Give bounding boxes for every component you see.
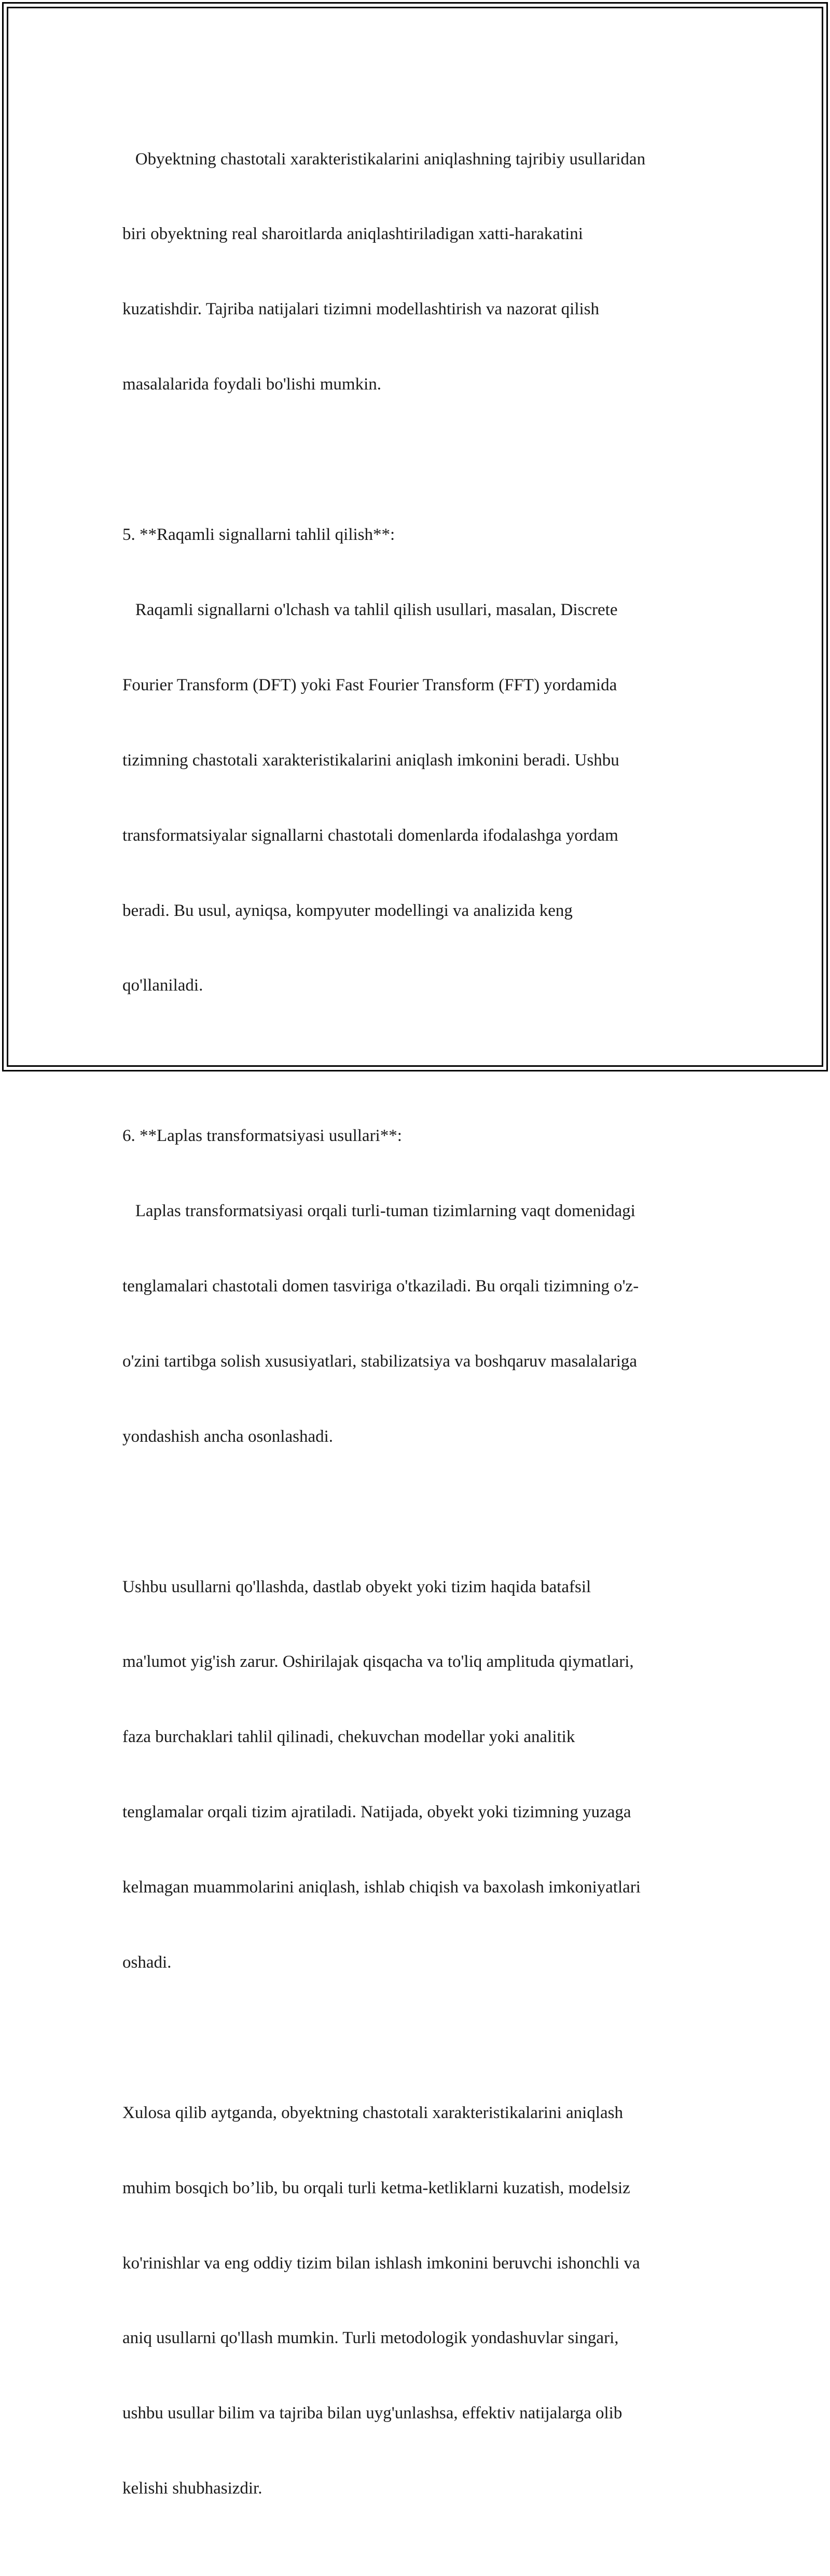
text-line: Ushbu usullarni qo'llashda, dastlab obyekt yoki tizim haqida batafsil bbox=[122, 1577, 591, 1596]
text-line: masalalarida foydali bo'lishi mumkin. bbox=[122, 375, 382, 394]
text-line: biri obyektning real sharoitlarda aniqlashtiriladigan xatti-harakatini bbox=[122, 225, 583, 244]
text-line: transformatsiyalar signallarni chastotali domenlarda ifodalashga yordam bbox=[122, 826, 618, 845]
paragraph-laplace-transform bbox=[122, 1074, 709, 1499]
text-line: Raqamli signallarni o'lchash va tahlil qilish usullari, masalan, Discrete bbox=[122, 600, 618, 619]
paragraph-applying-methods bbox=[122, 1524, 709, 2025]
text-line: yondashish ancha osonlashadi. bbox=[122, 1427, 334, 1446]
text-line: tenglamalari chastotali domen tasviriga o'tkaziladi. Bu orqali tizimning o'z- bbox=[122, 1276, 639, 1296]
text-line: Laplas transformatsiyasi orqali turli-tuman tizimlarning vaqt domenidagi bbox=[122, 1202, 635, 1221]
text-line: muhim bosqich bo’lib, bu orqali turli ketma-ketliklarni kuzatish, modelsiz bbox=[122, 2178, 630, 2197]
text-line: kuzatishdir. Tajriba natijalari tizimni modellashtirish va nazorat qilish bbox=[122, 300, 600, 319]
text-line: tenglamalar orqali tizim ajratiladi. Natijada, obyekt yoki tizimning yuzaga bbox=[122, 1803, 631, 1822]
document-body bbox=[122, 96, 709, 2576]
paragraph-experimental-methods bbox=[122, 96, 709, 447]
text-line: aniq usullarni qo'llash mumkin. Turli metodologik yondashuvlar singari, bbox=[122, 2329, 619, 2348]
text-line: faza burchaklari tahlil qilinadi, chekuvchan modellar yoki analitik bbox=[122, 1728, 575, 1747]
text-line: kelmagan muammolarini aniqlash, ishlab chiqish va baxolash imkoniyatlari bbox=[122, 1878, 641, 1897]
text-line: tizimning chastotali xarakteristikalarini aniqlash imkonini beradi. Ushbu bbox=[122, 750, 619, 770]
paragraph-digital-signal-analysis bbox=[122, 472, 709, 1048]
text-line: o'zini tartibga solish xususiyatlari, stabilizatsiya va boshqaruv masalalariga bbox=[122, 1352, 638, 1371]
text-line: Obyektning chastotali xarakteristikalarini aniqlashning tajribiy usullaridan bbox=[122, 149, 646, 169]
section-heading-line: 6. **Laplas transformatsiyasi usullari**: bbox=[122, 1126, 402, 1146]
text-line: beradi. Bu usul, ayniqsa, kompyuter modellingi va analizida keng bbox=[122, 901, 573, 920]
section-heading-line: 5. **Raqamli signallarni tahlil qilish**: bbox=[122, 525, 395, 545]
text-line: Fourier Transform (DFT) yoki Fast Fourier Transform (FFT) yordamida bbox=[122, 675, 617, 694]
text-line: oshadi. bbox=[122, 1953, 172, 1972]
text-line: qo'llaniladi. bbox=[122, 976, 203, 995]
text-line: Xulosa qilib aytganda, obyektning chastotali xarakteristikalarini aniqlash bbox=[122, 2103, 623, 2122]
text-line: ushbu usullar bilim va tajriba bilan uyg'unlashsa, effektiv natijalarga olib bbox=[122, 2404, 622, 2423]
paragraph-conclusion bbox=[122, 2050, 709, 2551]
text-line: kelishi shubhasizdir. bbox=[122, 2479, 262, 2498]
text-line: ma'lumot yig'ish zarur. Oshirilajak qisqacha va to'liq amplituda qiymatlari, bbox=[122, 1652, 634, 1672]
text-line: ko'rinishlar va eng oddiy tizim bilan ishlash imkonini beruvchi ishonchli va bbox=[122, 2253, 640, 2273]
